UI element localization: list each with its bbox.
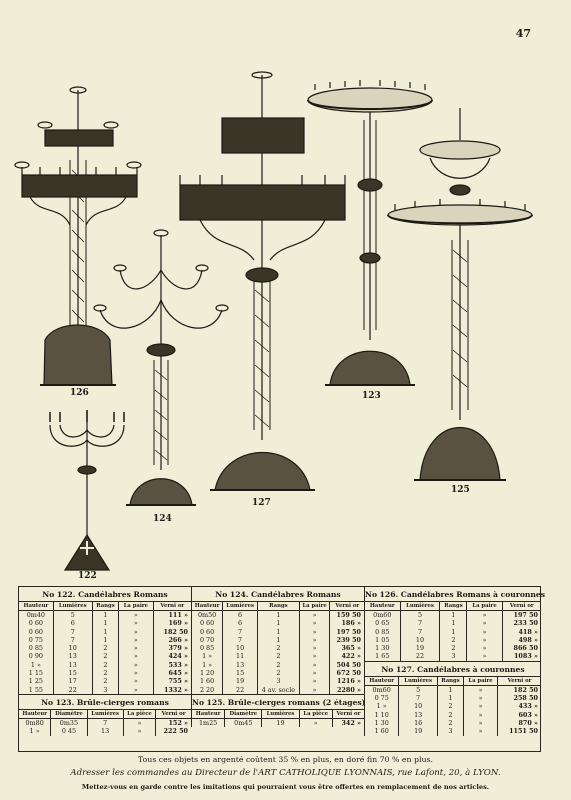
table-cell: 2: [92, 677, 118, 685]
table-126-header: Lumières: [400, 602, 440, 611]
table-124-title: No 124. Candélabres Romans: [215, 590, 341, 599]
table-125-header: Hauteur: [192, 709, 225, 718]
table-122-header: Rangs: [92, 602, 118, 611]
table-cell: 1 60: [199, 677, 215, 686]
table-cell: 6: [53, 619, 92, 627]
table-cell: 222 50: [156, 727, 191, 735]
table-row: [192, 686, 364, 694]
table-cell: 2: [440, 644, 467, 652]
table-row: [365, 652, 541, 660]
table-cell: 111 »: [153, 611, 191, 620]
table-cell: »: [119, 686, 153, 694]
pricing-note: Tous ces objets en argenté coûtent 35 % en plus, en doré fin 70 % en plus.: [138, 755, 433, 764]
table-122: [19, 601, 191, 694]
figure-122-label: 122: [78, 571, 97, 581]
table-cell: »: [299, 636, 330, 644]
table-cell: 0 60: [199, 627, 215, 636]
table-122-title: No 122. Candélabres Romans: [42, 590, 168, 599]
table-127-header: Verni or: [498, 676, 542, 685]
table-row: [365, 619, 541, 627]
table-row: [365, 644, 541, 652]
table-cell: 197 50: [330, 628, 364, 636]
table-125-header: Lumières: [262, 709, 299, 718]
table-cell: »: [119, 628, 153, 636]
table-124-header: Rangs: [258, 602, 300, 611]
table-cell: 13: [53, 661, 92, 669]
table-cell: 0 90: [28, 652, 43, 661]
table-124-header: Lumières: [223, 602, 258, 611]
table-row: [192, 628, 364, 636]
table-cell: 2: [258, 652, 300, 660]
candelabra-124-illustration: [94, 230, 228, 505]
table-cell: 0 65: [375, 619, 390, 628]
table-cell: »: [467, 652, 502, 660]
table-cell: 866 50: [502, 644, 541, 652]
table-cell: 17: [53, 677, 92, 685]
table-row: [365, 719, 541, 727]
table-row: [19, 619, 191, 627]
table-cell: 1 55: [28, 685, 43, 694]
table-cell: 0 60: [199, 619, 215, 628]
table-cell: 342 »: [332, 718, 364, 727]
table-cell: 7: [53, 636, 92, 644]
table-cell: 433 »: [498, 702, 542, 710]
table-cell: 379 »: [153, 644, 191, 652]
table-cell: 169 »: [153, 619, 191, 627]
table-cell: 0 45: [51, 727, 87, 735]
table-cell: 1: [258, 628, 300, 636]
table-cell: 5: [399, 685, 438, 694]
table-cell: »: [299, 669, 330, 677]
table-cell: 19: [262, 718, 299, 727]
table-cell: »: [464, 719, 498, 727]
table-cell: 3: [440, 652, 467, 660]
price-column-middle: [191, 587, 364, 727]
table-row: [192, 636, 364, 644]
table-cell: 2: [258, 669, 300, 677]
table-cell: »: [299, 628, 330, 636]
table-cell: 0 85: [28, 644, 43, 653]
table-cell: 258 50: [498, 694, 542, 702]
table-cell: 533 »: [153, 661, 191, 669]
table-row: [192, 652, 364, 660]
price-column-right: [364, 587, 546, 736]
table-126: [365, 601, 541, 661]
table-row: [365, 636, 541, 644]
table-cell: 365 »: [330, 644, 364, 652]
table-125-header: Diamètre: [225, 709, 262, 718]
table-cell: 1: [92, 619, 118, 627]
table-cell: 3: [92, 686, 118, 694]
table-cell: 0m80: [25, 718, 44, 727]
table-123-header: La pièce: [123, 709, 155, 718]
table-cell: 0m45: [225, 718, 262, 727]
table-124-header: Verni or: [330, 602, 364, 611]
table-cell: »: [119, 661, 153, 669]
table-cell: 10: [53, 644, 92, 652]
table-127-header: Hauteur: [365, 676, 399, 685]
table-row: [19, 669, 191, 677]
table-125-title: No 125. Brûle-cierges romans (2 étages): [192, 694, 364, 709]
table-124: [192, 601, 364, 694]
table-cell: 2 20: [199, 685, 215, 694]
table-126-header: Rangs: [440, 602, 467, 611]
table-cell: 2: [437, 719, 463, 727]
table-cell: 1 30: [375, 644, 390, 653]
table-123-header: Verni or: [156, 709, 191, 718]
table-124-header: La paire: [299, 602, 330, 611]
table-cell: 1 »: [29, 727, 40, 736]
table-cell: 13: [53, 652, 92, 660]
table-127-header: La paire: [464, 676, 498, 685]
table-cell: »: [299, 677, 330, 685]
table-cell: 1m25: [198, 718, 218, 727]
table-row: [192, 677, 364, 685]
candelabra-122-illustration: [50, 410, 124, 570]
table-row: [365, 611, 541, 620]
table-cell: 7: [400, 619, 440, 627]
table-cell: 2: [92, 669, 118, 677]
table-cell: 2: [258, 661, 300, 669]
table-122-header: Lumières: [53, 602, 92, 611]
table-row: [365, 711, 541, 719]
table-cell: 1: [92, 611, 118, 620]
table-cell: 672 50: [330, 669, 364, 677]
table-cell: »: [119, 636, 153, 644]
table-cell: 755 »: [153, 677, 191, 685]
table-cell: 7: [223, 628, 258, 636]
table-cell: 424 »: [153, 652, 191, 660]
table-cell: 0 70: [199, 635, 215, 644]
table-row: [19, 628, 191, 636]
table-cell: 1: [258, 619, 300, 627]
table-row: [19, 611, 191, 620]
table-cell: »: [299, 652, 330, 660]
price-tables: [18, 586, 546, 752]
table-cell: »: [464, 702, 498, 710]
candelabra-123-illustration: [308, 80, 432, 385]
table-cell: 6: [223, 611, 258, 620]
table-cell: 0 75: [28, 635, 43, 644]
table-cell: 1: [440, 611, 467, 620]
table-126-title: No 126. Candélabres Romans à couronnes: [365, 590, 546, 599]
table-row: [19, 652, 191, 660]
table-cell: »: [299, 644, 330, 652]
figure-125-label: 125: [451, 485, 470, 495]
table-row: [365, 685, 541, 694]
table-cell: 19: [400, 644, 440, 652]
table-cell: 266 »: [153, 636, 191, 644]
figure-123-label: 123: [362, 391, 381, 401]
table-cell: 2: [440, 636, 467, 644]
table-cell: 1 30: [374, 718, 389, 727]
table-cell: »: [299, 619, 330, 627]
table-cell: 0m60: [372, 685, 391, 694]
table-cell: 2: [258, 644, 300, 652]
table-cell: 5: [53, 611, 92, 620]
table-125-header: La pièce: [299, 709, 332, 718]
table-cell: 6: [223, 619, 258, 627]
table-cell: 0 85: [375, 627, 390, 636]
table-row: [192, 718, 364, 727]
table-cell: »: [119, 652, 153, 660]
table-cell: 1 65: [375, 652, 390, 661]
table-cell: 2: [92, 661, 118, 669]
table-cell: 0m40: [26, 611, 45, 619]
table-cell: 7: [400, 628, 440, 636]
table-cell: 10: [399, 702, 438, 710]
table-122-header: Hauteur: [19, 602, 53, 611]
table-cell: 0 75: [374, 694, 389, 703]
candelabra-125-illustration: [388, 108, 532, 480]
table-cell: 22: [400, 652, 440, 660]
table-cell: 1 15: [28, 669, 43, 678]
table-cell: 2: [92, 644, 118, 652]
table-cell: 1 25: [28, 677, 43, 686]
table-123-header: Lumières: [87, 709, 123, 718]
table-cell: »: [467, 619, 502, 627]
table-cell: 645 »: [153, 669, 191, 677]
table-cell: 1083 »: [502, 652, 541, 660]
table-cell: »: [299, 661, 330, 669]
table-cell: 2280 »: [330, 686, 364, 694]
price-column-left: [19, 587, 191, 736]
table-row: [19, 661, 191, 669]
table-cell: »: [119, 677, 153, 685]
table-cell: 1151 50: [498, 727, 542, 735]
table-127-header: Rangs: [437, 676, 463, 685]
table-cell: 1: [437, 694, 463, 702]
table-122-header: La paire: [119, 602, 153, 611]
table-cell: 1 10: [374, 710, 389, 719]
table-123-header: Diamètre: [51, 709, 87, 718]
table-cell: »: [467, 636, 502, 644]
table-cell: 1 20: [199, 669, 215, 678]
table-row: [192, 644, 364, 652]
table-cell: 3: [258, 677, 300, 685]
table-row: [365, 702, 541, 710]
table-cell: 0m35: [51, 718, 87, 727]
table-cell: 0m50: [197, 611, 217, 619]
table-cell: »: [467, 628, 502, 636]
table-cell: 1 »: [376, 702, 387, 711]
table-124-header: Hauteur: [192, 602, 223, 611]
table-cell: »: [299, 718, 332, 727]
table-cell: 1 »: [30, 660, 41, 669]
table-cell: »: [299, 611, 330, 620]
table-row: [19, 677, 191, 685]
table-cell: »: [467, 611, 502, 620]
table-row: [192, 611, 364, 620]
figure-126-label: 126: [70, 388, 89, 398]
figure-127-label: 127: [252, 498, 271, 508]
table-cell: 15: [53, 669, 92, 677]
table-row: [192, 619, 364, 627]
table-cell: 182 50: [153, 628, 191, 636]
table-122-header: Verni or: [153, 602, 191, 611]
table-cell: »: [123, 727, 155, 735]
table-cell: 1 05: [375, 635, 390, 644]
table-cell: 0 85: [199, 644, 215, 653]
table-cell: 422 »: [330, 652, 364, 660]
table-cell: 22: [223, 686, 258, 694]
table-cell: »: [119, 619, 153, 627]
table-cell: 0 60: [28, 627, 43, 636]
table-123-title: No 123. Brûle-cierges romans: [19, 694, 191, 709]
table-cell: 1216 »: [330, 677, 364, 685]
table-cell: 3: [437, 727, 463, 735]
table-cell: 19: [223, 677, 258, 685]
table-cell: 0m60: [373, 611, 392, 619]
table-cell: 504 50: [330, 661, 364, 669]
table-row: [19, 644, 191, 652]
table-cell: 1 60: [374, 727, 389, 736]
table-cell: 1: [92, 628, 118, 636]
table-cell: 1: [258, 636, 300, 644]
table-cell: 11: [223, 652, 258, 660]
table-cell: 10: [400, 636, 440, 644]
table-cell: 233 50: [502, 619, 541, 627]
table-cell: »: [467, 644, 502, 652]
table-cell: 498 »: [502, 636, 541, 644]
table-row: [19, 718, 191, 727]
table-125-header: Verni or: [332, 709, 364, 718]
table-row: [19, 686, 191, 694]
table-cell: 1: [440, 628, 467, 636]
table-cell: 870 »: [498, 719, 542, 727]
table-cell: 239 50: [330, 636, 364, 644]
table-cell: 152 »: [156, 718, 191, 727]
table-cell: »: [299, 686, 330, 694]
table-cell: 159 50: [330, 611, 364, 620]
table-126-header: La paire: [467, 602, 502, 611]
table-cell: 1332 »: [153, 686, 191, 694]
table-cell: 1: [258, 611, 300, 620]
table-126-header: Hauteur: [365, 602, 400, 611]
table-cell: 15: [223, 669, 258, 677]
table-cell: 1: [437, 685, 463, 694]
table-cell: 0 60: [28, 619, 43, 628]
table-127-title: No 127. Candélabres à couronnes: [365, 661, 541, 676]
table-row: [192, 669, 364, 677]
table-127: [365, 676, 541, 736]
table-cell: 13: [87, 727, 123, 735]
candelabra-127-illustration: [180, 72, 345, 490]
table-row: [365, 727, 541, 735]
table-cell: 2: [437, 702, 463, 710]
table-cell: »: [119, 669, 153, 677]
table-cell: 7: [53, 628, 92, 636]
table-cell: »: [123, 718, 155, 727]
table-cell: »: [464, 685, 498, 694]
figure-124-label: 124: [153, 514, 172, 524]
candelabra-126-illustration: [15, 87, 141, 385]
table-row: [365, 694, 541, 702]
table-cell: »: [119, 644, 153, 652]
table-cell: 22: [53, 686, 92, 694]
table-cell: 182 50: [498, 685, 542, 694]
table-cell: 603 »: [498, 711, 542, 719]
table-cell: »: [464, 694, 498, 702]
table-cell: 2: [437, 711, 463, 719]
table-cell: 16: [399, 719, 438, 727]
table-cell: 13: [223, 661, 258, 669]
table-row: [19, 636, 191, 644]
table-125: [192, 709, 364, 727]
table-123: [19, 709, 191, 736]
table-cell: »: [464, 727, 498, 735]
table-cell: 5: [400, 611, 440, 620]
table-cell: 10: [223, 644, 258, 652]
table-cell: 7: [223, 636, 258, 644]
table-cell: 2: [92, 652, 118, 660]
table-cell: 19: [399, 727, 438, 735]
table-cell: 418 »: [502, 628, 541, 636]
table-cell: 1: [440, 619, 467, 627]
table-cell: 1 »: [202, 660, 213, 669]
table-cell: »: [119, 611, 153, 620]
table-row: [192, 661, 364, 669]
order-address: Adresser les commandes au Directeur de l'ART CATHOLIQUE LYONNAIS, rue Lafont, 20, à LYON.: [70, 768, 501, 778]
table-cell: 186 »: [330, 619, 364, 627]
table-cell: 4 av. socle: [258, 686, 300, 694]
table-cell: 1 »: [202, 652, 213, 661]
page-number: 47: [515, 27, 531, 40]
table-cell: 197 50: [502, 611, 541, 620]
table-cell: 7: [399, 694, 438, 702]
table-row: [365, 628, 541, 636]
table-cell: 13: [399, 711, 438, 719]
table-123-header: Hauteur: [19, 709, 51, 718]
table-row: [19, 727, 191, 735]
table-127-header: Lumières: [399, 676, 438, 685]
table-126-header: Verni or: [502, 602, 541, 611]
imitation-warning: Mettez-vous en garde contre les imitations qui pourraient vous être offertes en remplacement de nos articles.: [81, 783, 490, 791]
table-cell: »: [464, 711, 498, 719]
table-cell: 7: [87, 718, 123, 727]
table-cell: 1: [92, 636, 118, 644]
